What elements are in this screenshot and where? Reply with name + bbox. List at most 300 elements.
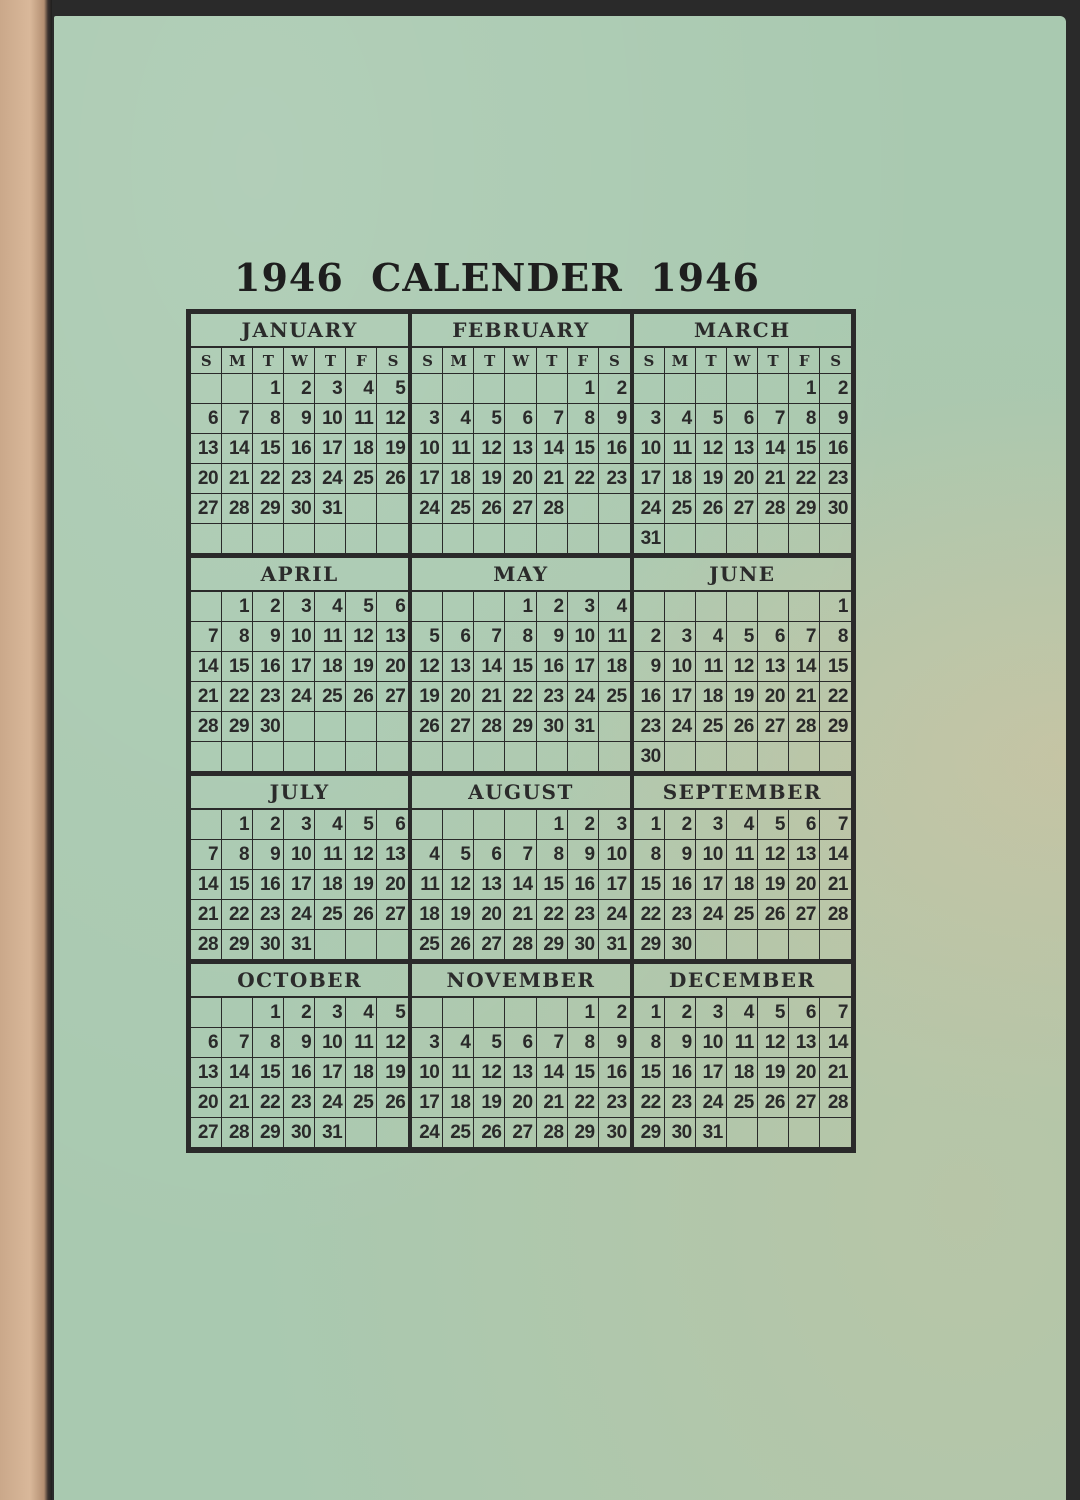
day-cell: 26 [758,1088,789,1118]
day-cell: 12 [758,1028,789,1058]
day-cell: 17 [315,1058,346,1088]
day-cell [284,524,315,554]
day-cell: 1 [634,810,665,840]
day-cell: 27 [191,494,222,524]
month-grid [412,592,629,772]
day-cell: 21 [191,900,222,930]
day-cell: 28 [222,1118,253,1148]
day-cell: 13 [727,434,758,464]
month-block [632,556,853,774]
day-cell: 24 [634,494,665,524]
day-cell: 6 [191,404,222,434]
day-cell [315,930,346,960]
day-cell: 25 [315,682,346,712]
day-cell [599,494,630,524]
day-cell: 12 [377,404,408,434]
day-cell: 27 [191,1118,222,1148]
day-cell: 4 [443,404,474,434]
day-cell: 8 [222,622,253,652]
day-cell: 10 [315,1028,346,1058]
day-cell: 13 [377,622,408,652]
day-cell [412,524,443,554]
day-cell: 4 [665,404,696,434]
day-cell: 9 [665,1028,696,1058]
weekday-header: M [665,348,696,374]
day-cell: 28 [789,712,820,742]
day-cell: 15 [820,652,851,682]
day-cell: 19 [696,464,727,494]
title-year-right: 1946 [650,254,760,300]
day-cell [443,810,474,840]
day-cell: 15 [253,1058,284,1088]
month-grid [412,810,629,960]
day-cell: 24 [412,494,443,524]
day-cell: 22 [634,900,665,930]
day-cell: 14 [758,434,789,464]
day-cell: 23 [820,464,851,494]
weekday-header: S [634,348,665,374]
month-grid [412,998,629,1148]
month-block [189,556,410,774]
day-cell: 9 [599,404,630,434]
day-cell: 22 [537,900,568,930]
day-cell: 24 [412,1118,443,1148]
day-cell: 11 [727,1028,758,1058]
day-cell: 15 [537,870,568,900]
day-cell: 5 [346,810,377,840]
day-cell [789,930,820,960]
day-cell: 21 [537,1088,568,1118]
day-cell: 12 [474,1058,505,1088]
day-cell: 8 [505,622,536,652]
day-cell [727,524,758,554]
day-cell: 5 [696,404,727,434]
day-cell: 23 [284,1088,315,1118]
day-cell: 7 [222,1028,253,1058]
day-cell: 20 [727,464,758,494]
day-cell [222,998,253,1028]
day-cell: 21 [820,870,851,900]
day-cell: 3 [696,810,727,840]
day-cell [820,742,851,772]
day-cell [665,524,696,554]
day-cell: 26 [412,712,443,742]
day-cell: 29 [253,494,284,524]
day-cell [758,374,789,404]
day-cell: 4 [315,592,346,622]
day-cell: 5 [443,840,474,870]
day-cell: 3 [315,374,346,404]
day-cell: 11 [346,1028,377,1058]
day-cell: 8 [820,622,851,652]
day-cell: 27 [377,900,408,930]
day-cell: 27 [377,682,408,712]
weekday-header: T [758,348,789,374]
day-cell: 25 [346,1088,377,1118]
day-cell: 28 [222,494,253,524]
day-cell: 23 [599,1088,630,1118]
day-cell: 27 [505,494,536,524]
day-cell: 24 [696,900,727,930]
day-cell: 2 [820,374,851,404]
day-cell: 12 [727,652,758,682]
day-cell: 23 [634,712,665,742]
day-cell [443,592,474,622]
day-cell: 6 [505,1028,536,1058]
month-name: JUNE [634,558,851,592]
day-cell [346,712,377,742]
day-cell: 30 [599,1118,630,1148]
day-cell: 1 [253,374,284,404]
day-cell: 18 [599,652,630,682]
day-cell: 12 [377,1028,408,1058]
day-cell: 3 [568,592,599,622]
day-cell: 20 [758,682,789,712]
day-cell [377,1118,408,1148]
day-cell: 12 [443,870,474,900]
day-cell: 1 [537,810,568,840]
month-block [632,962,853,1150]
day-cell: 31 [284,930,315,960]
day-cell: 12 [758,840,789,870]
day-cell [758,1118,789,1148]
day-cell: 6 [505,404,536,434]
day-cell: 30 [284,1118,315,1148]
day-cell: 18 [346,434,377,464]
day-cell: 20 [505,1088,536,1118]
day-cell: 26 [377,464,408,494]
day-cell: 9 [284,1028,315,1058]
day-cell [191,998,222,1028]
month-name: NOVEMBER [412,964,629,998]
day-cell: 17 [315,434,346,464]
day-cell: 7 [820,998,851,1028]
day-cell: 14 [474,652,505,682]
day-cell [537,742,568,772]
day-cell: 29 [537,930,568,960]
day-cell [346,1118,377,1148]
day-cell [315,742,346,772]
day-cell: 14 [537,434,568,464]
day-cell: 5 [377,374,408,404]
day-cell [634,592,665,622]
day-cell: 11 [696,652,727,682]
day-cell: 5 [412,622,443,652]
day-cell [346,524,377,554]
weekday-header: W [505,348,536,374]
title-year-left: 1946 [234,254,344,300]
month-grid [191,810,408,960]
day-cell: 12 [474,434,505,464]
day-cell: 30 [253,930,284,960]
day-cell: 14 [820,1028,851,1058]
month-grid [634,998,851,1148]
day-cell: 25 [443,494,474,524]
weekday-header: S [820,348,851,374]
day-cell: 11 [665,434,696,464]
day-cell: 9 [253,840,284,870]
month-name: DECEMBER [634,964,851,998]
day-cell: 28 [820,900,851,930]
day-cell [568,494,599,524]
day-cell: 23 [568,900,599,930]
day-cell: 17 [665,682,696,712]
day-cell: 17 [412,1088,443,1118]
day-cell: 9 [568,840,599,870]
day-cell: 2 [253,810,284,840]
day-cell: 10 [412,434,443,464]
day-cell: 13 [789,840,820,870]
weekday-header: F [789,348,820,374]
day-cell [253,524,284,554]
day-cell: 16 [634,682,665,712]
day-cell: 15 [568,434,599,464]
day-cell [474,742,505,772]
day-cell: 28 [537,494,568,524]
day-cell [505,998,536,1028]
day-cell: 2 [284,374,315,404]
day-cell: 28 [537,1118,568,1148]
day-cell: 22 [789,464,820,494]
day-cell: 25 [665,494,696,524]
month-block [410,312,631,556]
day-cell: 18 [315,870,346,900]
day-cell: 21 [758,464,789,494]
day-cell: 4 [696,622,727,652]
month-name: JULY [191,776,408,810]
day-cell: 17 [568,652,599,682]
weekday-header: T [696,348,727,374]
day-cell: 10 [315,404,346,434]
day-cell: 23 [253,682,284,712]
day-cell: 30 [665,930,696,960]
month-grid [634,810,851,960]
day-cell: 8 [253,404,284,434]
weekday-header: S [377,348,408,374]
day-cell: 22 [505,682,536,712]
day-cell [474,524,505,554]
day-cell [474,810,505,840]
day-cell: 13 [789,1028,820,1058]
weekday-header: S [191,348,222,374]
page-title [134,248,860,306]
day-cell: 25 [599,682,630,712]
month-name: MAY [412,558,629,592]
day-cell: 6 [789,998,820,1028]
day-cell: 2 [665,810,696,840]
day-cell: 7 [758,404,789,434]
day-cell: 11 [315,840,346,870]
day-cell: 26 [377,1088,408,1118]
day-cell: 8 [789,404,820,434]
day-cell: 2 [568,810,599,840]
day-cell: 11 [727,840,758,870]
day-cell: 18 [346,1058,377,1088]
month-block [410,962,631,1150]
day-cell [253,742,284,772]
day-cell [820,930,851,960]
day-cell: 3 [665,622,696,652]
day-cell [599,742,630,772]
day-cell: 30 [665,1118,696,1148]
day-cell: 29 [568,1118,599,1148]
day-cell: 1 [222,592,253,622]
day-cell: 31 [315,1118,346,1148]
day-cell [191,592,222,622]
day-cell [820,1118,851,1148]
day-cell: 7 [191,622,222,652]
day-cell: 22 [253,464,284,494]
day-cell: 18 [443,464,474,494]
day-cell: 8 [634,840,665,870]
day-cell: 20 [377,652,408,682]
day-cell: 9 [820,404,851,434]
day-cell: 19 [346,870,377,900]
day-cell: 1 [568,374,599,404]
day-cell: 24 [696,1088,727,1118]
day-cell: 14 [222,434,253,464]
day-cell: 13 [443,652,474,682]
day-cell [284,742,315,772]
day-cell: 5 [377,998,408,1028]
day-cell: 13 [505,434,536,464]
day-cell [727,374,758,404]
day-cell: 19 [346,652,377,682]
day-cell: 6 [474,840,505,870]
day-cell: 2 [599,374,630,404]
day-cell: 17 [412,464,443,494]
month-grid [634,592,851,772]
day-cell: 1 [222,810,253,840]
day-cell [696,374,727,404]
day-cell [537,998,568,1028]
day-cell: 7 [474,622,505,652]
day-cell: 10 [284,840,315,870]
day-cell: 12 [696,434,727,464]
day-cell [443,524,474,554]
day-cell: 3 [696,998,727,1028]
day-cell: 1 [568,998,599,1028]
day-cell: 20 [191,1088,222,1118]
day-cell: 18 [443,1088,474,1118]
day-cell: 10 [665,652,696,682]
day-cell: 9 [634,652,665,682]
weekday-header: S [599,348,630,374]
day-cell: 19 [758,870,789,900]
day-cell: 8 [568,404,599,434]
day-cell: 10 [696,840,727,870]
month-block [189,962,410,1150]
day-cell: 20 [789,1058,820,1088]
day-cell: 6 [377,592,408,622]
day-cell: 28 [758,494,789,524]
month-block [410,556,631,774]
day-cell [222,374,253,404]
day-cell [377,524,408,554]
month-name: APRIL [191,558,408,592]
weekday-header: W [727,348,758,374]
day-cell: 18 [412,900,443,930]
day-cell: 21 [820,1058,851,1088]
day-cell [727,592,758,622]
day-cell: 3 [634,404,665,434]
day-cell: 18 [315,652,346,682]
day-cell [377,494,408,524]
day-cell: 4 [346,374,377,404]
month-name: AUGUST [412,776,629,810]
day-cell: 18 [665,464,696,494]
day-cell: 8 [568,1028,599,1058]
day-cell: 25 [346,464,377,494]
day-cell: 26 [474,1118,505,1148]
day-cell: 10 [696,1028,727,1058]
day-cell: 17 [696,870,727,900]
day-cell: 25 [315,900,346,930]
day-cell: 12 [346,840,377,870]
day-cell: 3 [315,998,346,1028]
day-cell: 14 [191,870,222,900]
day-cell [665,592,696,622]
day-cell: 1 [789,374,820,404]
day-cell: 4 [727,810,758,840]
day-cell: 11 [315,622,346,652]
day-cell: 19 [727,682,758,712]
day-cell: 7 [820,810,851,840]
day-cell: 1 [820,592,851,622]
day-cell [191,374,222,404]
day-cell: 6 [443,622,474,652]
day-cell [474,592,505,622]
day-cell [284,712,315,742]
day-cell: 25 [727,900,758,930]
day-cell: 19 [758,1058,789,1088]
month-name: JANUARY [191,314,408,348]
day-cell: 7 [222,404,253,434]
day-cell: 26 [727,712,758,742]
day-cell: 31 [634,524,665,554]
day-cell: 11 [443,1058,474,1088]
day-cell: 5 [474,1028,505,1058]
day-cell: 23 [665,1088,696,1118]
day-cell: 30 [284,494,315,524]
day-cell: 9 [253,622,284,652]
day-cell: 23 [253,900,284,930]
day-cell: 7 [191,840,222,870]
day-cell: 5 [758,810,789,840]
day-cell: 1 [253,998,284,1028]
day-cell: 15 [568,1058,599,1088]
day-cell: 15 [222,870,253,900]
day-cell [599,524,630,554]
day-cell: 25 [727,1088,758,1118]
day-cell: 28 [820,1088,851,1118]
weekday-header: S [412,348,443,374]
day-cell: 5 [727,622,758,652]
day-cell: 20 [789,870,820,900]
weekday-header: F [346,348,377,374]
day-cell [758,930,789,960]
day-cell: 30 [253,712,284,742]
day-cell: 7 [789,622,820,652]
day-cell: 6 [727,404,758,434]
day-cell: 24 [599,900,630,930]
day-cell: 4 [599,592,630,622]
day-cell: 18 [696,682,727,712]
day-cell [696,930,727,960]
day-cell: 3 [599,810,630,840]
day-cell [443,742,474,772]
day-cell [412,742,443,772]
